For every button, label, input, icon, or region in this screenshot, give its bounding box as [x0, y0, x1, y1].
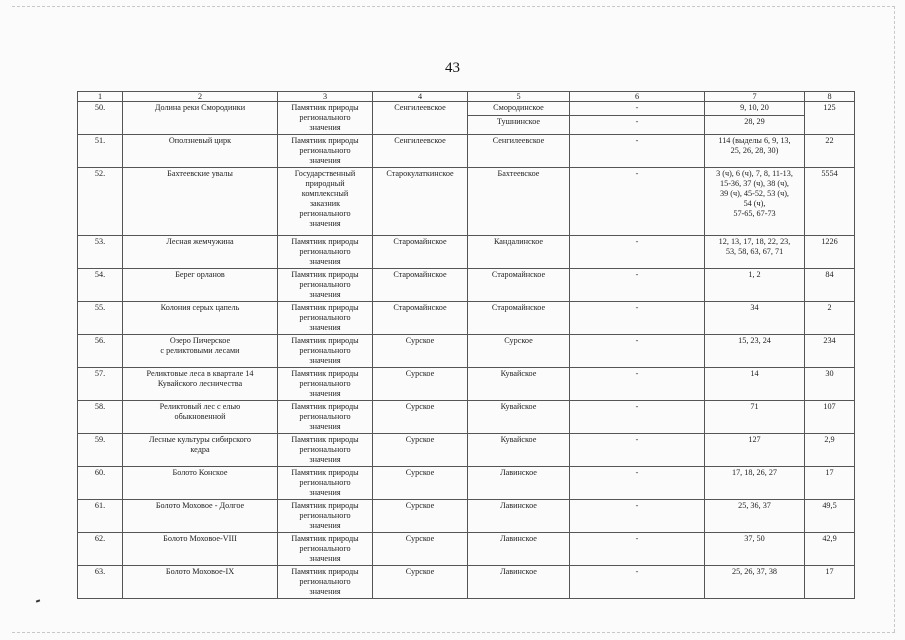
site-category — [278, 269, 373, 302]
site-category-line: регионального — [299, 280, 351, 289]
site-category-line: Памятник природы — [291, 136, 359, 145]
quarters-cell — [705, 302, 805, 335]
site-category-line: регионального — [299, 511, 351, 520]
forestry-cell: Кувайское — [468, 368, 570, 401]
table-row — [78, 135, 855, 168]
forestry-cell: Кувайское — [468, 434, 570, 467]
table-body — [78, 92, 855, 599]
site-category-line: значения — [309, 521, 341, 530]
site-category-line: Памятник природы — [291, 567, 359, 576]
site-category — [278, 168, 373, 236]
site-name-line: Бахтеевские увалы — [167, 169, 233, 178]
quarters-cell-line: 14 — [750, 369, 759, 378]
site-name-line: Оползневый цирк — [168, 136, 232, 145]
quarters-cell — [705, 368, 805, 401]
site-category-line: регионального — [299, 313, 351, 322]
site-name-line: Реликтовые леса в квартале 14 — [146, 369, 254, 378]
column6-cell: - — [570, 533, 705, 566]
row-number: 51. — [78, 135, 123, 168]
site-category-line: регионального — [299, 209, 351, 218]
table-row — [78, 467, 855, 500]
row-number: 58. — [78, 401, 123, 434]
row-number: 50. — [78, 102, 123, 135]
column6-cell — [570, 102, 705, 135]
site-category-line: комплексный — [301, 189, 349, 198]
area-ha: 234 — [805, 335, 855, 368]
column6-cell: - — [570, 401, 705, 434]
district-forestry: Сурское — [373, 368, 468, 401]
site-name-line: Лесная жемчужина — [166, 237, 234, 246]
column-number-row — [78, 92, 855, 102]
site-name-line: кедра — [190, 445, 210, 454]
quarters-cell-line: 25, 36, 37 — [738, 501, 771, 510]
area-ha: 17 — [805, 467, 855, 500]
forestry-cell: Бахтеевское — [468, 168, 570, 236]
site-category — [278, 533, 373, 566]
district-forestry: Старомайнское — [373, 269, 468, 302]
quarters-cell-line: 1, 2 — [748, 270, 761, 279]
site-category — [278, 368, 373, 401]
site-category — [278, 434, 373, 467]
district-forestry: Старомайнское — [373, 302, 468, 335]
site-category-line: Памятник природы — [291, 534, 359, 543]
row-number: 54. — [78, 269, 123, 302]
quarters-cell-line: 17, 18, 26, 27 — [731, 468, 778, 477]
quarters-cell-line: 12, 13, 17, 18, 22, 23, — [718, 237, 791, 246]
district-forestry: Сурское — [373, 566, 468, 599]
site-name-line: Лесные культуры сибирского — [148, 435, 252, 444]
column6-value: - — [570, 115, 704, 127]
area-ha: 30 — [805, 368, 855, 401]
quarters-cell-line: 39 (ч), 45-52, 53 (ч), — [720, 189, 789, 198]
column-header: 4 — [373, 92, 468, 102]
site-category-line: значения — [309, 587, 341, 596]
forestry-cell: Лавинское — [468, 533, 570, 566]
table-row — [78, 533, 855, 566]
site-category-line: Памятник природы — [291, 336, 359, 345]
site-category — [278, 500, 373, 533]
table-row — [78, 566, 855, 599]
site-name-line: Берег орланов — [175, 270, 225, 279]
table-row — [78, 102, 855, 135]
site-category-line: регионального — [299, 412, 351, 421]
site-category-line: значения — [309, 123, 341, 132]
site-category-line: регионального — [299, 346, 351, 355]
area-ha: 84 — [805, 269, 855, 302]
forestry-name: Тушнинское — [468, 115, 569, 127]
quarters-cell-line: 3 (ч), 6 (ч), 7, 8, 11-13, — [716, 169, 793, 178]
table-row — [78, 401, 855, 434]
row-number: 59. — [78, 434, 123, 467]
site-category-line: регионального — [299, 247, 351, 256]
scan-edge-bottom — [12, 632, 895, 633]
quarters-cell-line: 34 — [750, 303, 759, 312]
site-category-line: значения — [309, 554, 341, 563]
quarters-cell-line: 71 — [750, 402, 759, 411]
site-category-line: Памятник природы — [291, 402, 359, 411]
site-name-line: Кувайского лесничества — [157, 379, 243, 388]
column6-cell: - — [570, 269, 705, 302]
row-number: 55. — [78, 302, 123, 335]
site-name — [123, 236, 278, 269]
site-name — [123, 467, 278, 500]
site-category — [278, 467, 373, 500]
table-row — [78, 269, 855, 302]
column-header: 2 — [123, 92, 278, 102]
site-name — [123, 500, 278, 533]
area-ha: 5554 — [805, 168, 855, 236]
site-category-line: регионального — [299, 113, 351, 122]
site-category — [278, 236, 373, 269]
page-number: 43 — [445, 60, 460, 76]
site-category-line: значения — [309, 257, 341, 266]
site-category-line: значения — [309, 156, 341, 165]
site-category-line: значения — [309, 422, 341, 431]
site-name — [123, 368, 278, 401]
quarters-cell — [705, 102, 805, 135]
site-name — [123, 401, 278, 434]
forestry-name: Смородинское — [493, 103, 544, 112]
quarters-cell-line: 54 (ч), — [743, 199, 766, 208]
forestry-cell: Старомайнское — [468, 269, 570, 302]
row-number: 63. — [78, 566, 123, 599]
quarters-cell-line: 15, 23, 24 — [738, 336, 771, 345]
site-name — [123, 533, 278, 566]
site-category-line: Памятник природы — [291, 303, 359, 312]
forestry-cell: Сенгилеевское — [468, 135, 570, 168]
area-ha: 22 — [805, 135, 855, 168]
area-ha: 2 — [805, 302, 855, 335]
quarters-cell — [705, 335, 805, 368]
site-category-line: регионального — [299, 577, 351, 586]
scan-speck — [36, 599, 40, 602]
site-name-line: Болото Моховое - Долгое — [155, 501, 245, 510]
site-category-line: Государственный — [294, 169, 356, 178]
district-forestry: Сурское — [373, 500, 468, 533]
scan-edge-top — [12, 6, 895, 7]
district-forestry: Старомайнское — [373, 236, 468, 269]
forestry-cell: Лавинское — [468, 566, 570, 599]
site-category-line: регионального — [299, 478, 351, 487]
site-category-line: регионального — [299, 544, 351, 553]
scan-edge-right — [894, 6, 895, 632]
row-number: 53. — [78, 236, 123, 269]
column6-cell: - — [570, 467, 705, 500]
table-row — [78, 236, 855, 269]
site-name-line: Болото Моховое-IX — [165, 567, 235, 576]
column-header: 6 — [570, 92, 705, 102]
quarters-cell-line: 53, 58, 63, 67, 71 — [725, 247, 784, 256]
forestry-cell: Кандалинское — [468, 236, 570, 269]
district-forestry: Сурское — [373, 434, 468, 467]
row-number: 62. — [78, 533, 123, 566]
column6-cell: - — [570, 434, 705, 467]
area-ha: 42,9 — [805, 533, 855, 566]
site-category-line: значения — [309, 389, 341, 398]
quarters-cell — [705, 269, 805, 302]
column6-cell: - — [570, 236, 705, 269]
column6-cell: - — [570, 368, 705, 401]
column-header: 7 — [705, 92, 805, 102]
column6-cell: - — [570, 168, 705, 236]
site-category-line: Памятник природы — [291, 501, 359, 510]
quarters-cell — [705, 236, 805, 269]
table-row — [78, 500, 855, 533]
site-name — [123, 566, 278, 599]
quarters-cell — [705, 467, 805, 500]
site-name-line: Реликтовый лес с елью — [159, 402, 241, 411]
quarters-cell-line: 25, 26, 37, 38 — [731, 567, 778, 576]
site-name — [123, 135, 278, 168]
forestry-cell: Лавинское — [468, 500, 570, 533]
site-category — [278, 401, 373, 434]
site-category-line: регионального — [299, 445, 351, 454]
forestry-cell: Сурское — [468, 335, 570, 368]
column-header: 1 — [78, 92, 123, 102]
forestry-cell: Старомайнское — [468, 302, 570, 335]
site-name-line: Колония серых цапель — [160, 303, 240, 312]
site-name — [123, 434, 278, 467]
column6-cell: - — [570, 566, 705, 599]
column-header: 5 — [468, 92, 570, 102]
forestry-cell: Кувайское — [468, 401, 570, 434]
site-category-line: Памятник природы — [291, 270, 359, 279]
site-name-line: Болото Конское — [172, 468, 228, 477]
site-category-line: значения — [309, 455, 341, 464]
site-category-line: регионального — [299, 146, 351, 155]
quarters-cell — [705, 566, 805, 599]
quarters-cell — [705, 533, 805, 566]
column6-cell: - — [570, 302, 705, 335]
site-name — [123, 168, 278, 236]
district-forestry: Сурское — [373, 533, 468, 566]
column6-cell: - — [570, 500, 705, 533]
district-forestry: Сурское — [373, 401, 468, 434]
site-category — [278, 302, 373, 335]
quarters-cell-line: 25, 26, 28, 30) — [730, 146, 779, 155]
district-forestry: Сурское — [373, 467, 468, 500]
site-name — [123, 302, 278, 335]
site-category-line: Памятник природы — [291, 237, 359, 246]
site-name — [123, 269, 278, 302]
table-row — [78, 168, 855, 236]
site-category-line: природный — [305, 179, 345, 188]
site-category-line: значения — [309, 356, 341, 365]
site-name-line: Озеро Пичерское — [169, 336, 231, 345]
column6-value: - — [635, 103, 639, 112]
site-name-line: Болото Моховое-VIII — [163, 534, 237, 543]
site-category-line: Памятник природы — [291, 468, 359, 477]
site-category — [278, 102, 373, 135]
quarters-cell — [705, 500, 805, 533]
quarters-cell — [705, 434, 805, 467]
site-category-line: Памятник природы — [291, 435, 359, 444]
quarters-cell-line: 57-65, 67-73 — [733, 209, 776, 218]
site-category-line: регионального — [299, 379, 351, 388]
site-category-line: значения — [309, 219, 341, 228]
site-name — [123, 102, 278, 135]
table-row — [78, 434, 855, 467]
site-category-line: Памятник природы — [291, 103, 359, 112]
quarters-cell — [705, 135, 805, 168]
site-name-line: с реликтовыми лесами — [160, 346, 240, 355]
protected-areas-table — [77, 91, 855, 599]
district-forestry: Сенгилеевское — [373, 135, 468, 168]
quarters-cell-line: 15-36, 37 (ч), 38 (ч), — [720, 179, 789, 188]
site-category-line: значения — [309, 488, 341, 497]
column-header: 8 — [805, 92, 855, 102]
column6-cell: - — [570, 335, 705, 368]
area-ha: 49,5 — [805, 500, 855, 533]
area-ha: 107 — [805, 401, 855, 434]
column6-cell: - — [570, 135, 705, 168]
quarters-cell-line: 127 — [748, 435, 761, 444]
table-row — [78, 302, 855, 335]
area-ha: 2,9 — [805, 434, 855, 467]
column-header: 3 — [278, 92, 373, 102]
site-category-line: заказник — [309, 199, 341, 208]
row-number: 56. — [78, 335, 123, 368]
site-category — [278, 135, 373, 168]
row-number: 61. — [78, 500, 123, 533]
site-category-line: Памятник природы — [291, 369, 359, 378]
district-forestry: Сурское — [373, 335, 468, 368]
forestry-cell: Лавинское — [468, 467, 570, 500]
table-row — [78, 368, 855, 401]
quarters-cell-line: 37, 50 — [744, 534, 765, 543]
site-category — [278, 566, 373, 599]
quarters-value: 9, 10, 20 — [740, 103, 769, 112]
area-ha: 125 — [805, 102, 855, 135]
site-name — [123, 335, 278, 368]
site-name-line: Долина реки Смородинки — [154, 103, 246, 112]
row-number: 57. — [78, 368, 123, 401]
row-number: 60. — [78, 467, 123, 500]
district-forestry: Старокулаткинское — [373, 168, 468, 236]
site-category-line: значения — [309, 323, 341, 332]
site-category — [278, 335, 373, 368]
quarters-value: 28, 29 — [705, 115, 804, 127]
row-number: 52. — [78, 168, 123, 236]
quarters-cell — [705, 168, 805, 236]
site-category-line: значения — [309, 290, 341, 299]
table-row — [78, 335, 855, 368]
forestry-cell — [468, 102, 570, 135]
district-forestry: Сенгилеевское — [373, 102, 468, 135]
area-ha: 1226 — [805, 236, 855, 269]
quarters-cell-line: 114 (выделы 6, 9, 13, — [718, 136, 791, 145]
site-name-line: обыкновенной — [174, 412, 226, 421]
area-ha: 17 — [805, 566, 855, 599]
quarters-cell — [705, 401, 805, 434]
